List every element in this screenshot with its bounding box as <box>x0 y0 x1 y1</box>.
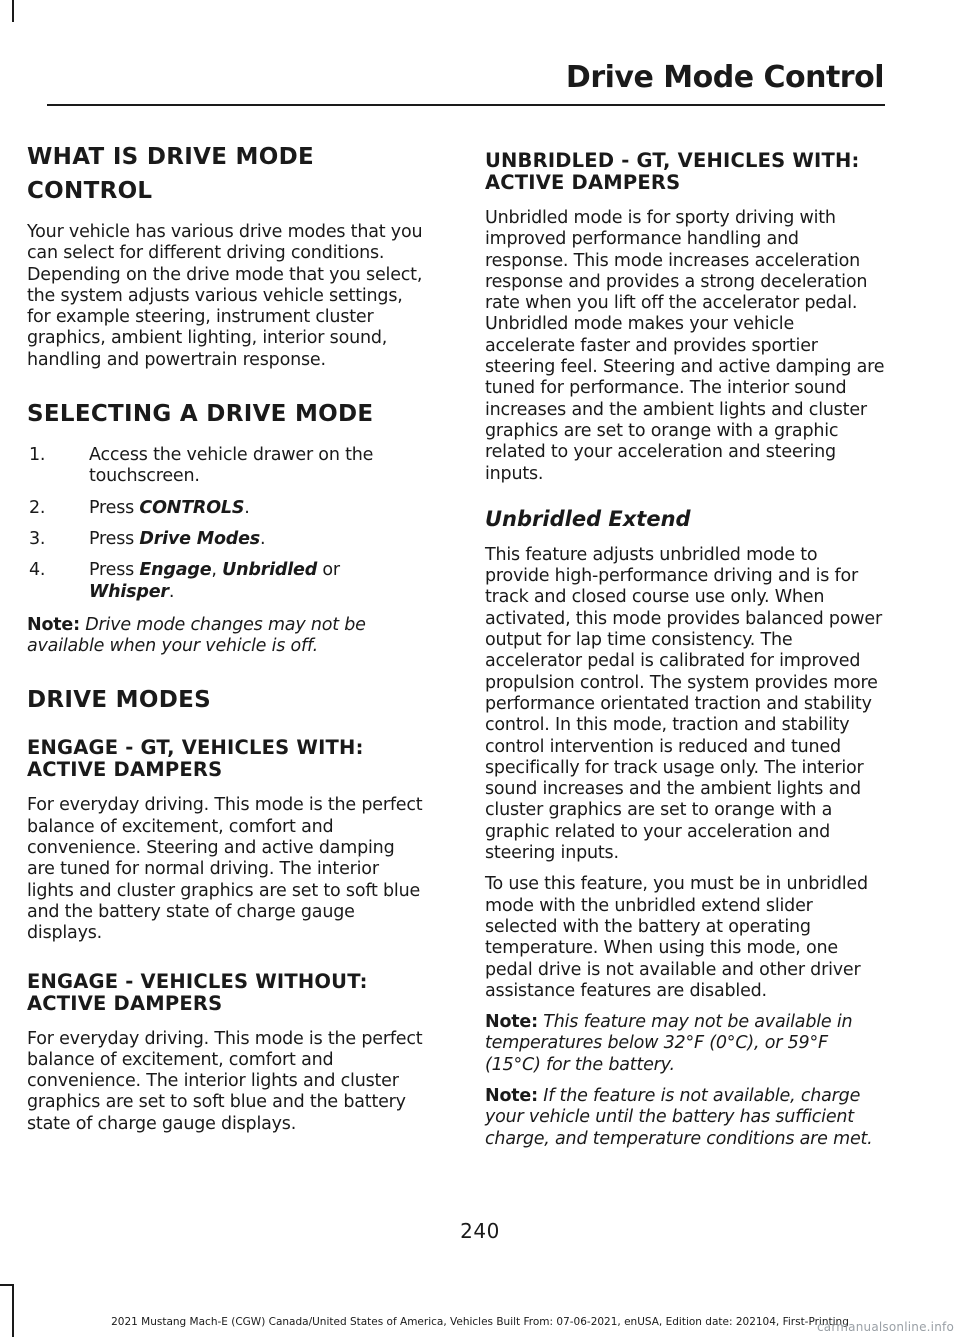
crop-mark-bottom-left <box>12 1284 14 1337</box>
section-title-line1: WHAT IS DRIVE MODE <box>27 144 314 170</box>
step-emphasis-drive-modes: Drive Modes <box>139 528 260 549</box>
step-item <box>27 560 427 603</box>
step-text: Press <box>89 560 140 581</box>
page-header-title: Drive Mode Control <box>565 60 884 95</box>
step-emphasis-controls: CONTROLS <box>139 497 245 518</box>
subsection-title-engage-gt: ENGAGE - GT, VEHICLES WITH: ACTIVE DAMPERS <box>27 736 364 782</box>
header-rule <box>47 104 885 106</box>
step-item <box>27 529 427 550</box>
unbridled-extend-paragraph-2: To use this feature, you must be in unbridled mode with the unbridled extend slider selected with the battery at operating temperature. When using this mode, one pedal drive is not available and other driver assistance features are disabled. <box>485 874 868 1001</box>
note-label: Note: <box>485 1085 538 1106</box>
intro-paragraph: Your vehicle has various drive modes that you can select for different driving conditions. Depending on the drive mode that you select, the system adjusts various vehicle settings, for example steering, instrument cluster graphics, ambient lighting, interior sound, handling and powertrain response. <box>27 222 423 370</box>
step-emphasis-unbridled: Unbridled <box>222 560 318 581</box>
crop-mark-bottom-left-h <box>0 1284 14 1286</box>
unbridled-paragraph: Unbridled mode is for sporty driving with improved performance handling and response. This mode increases acceleration response and provides a strong deceleration rate when you lift off the accelerator pedal. Unbridled mode makes your vehicle accelerate faster and provides sportier steering feel. Steering and active damping are tuned for performance. The interior sound increases and the ambient lights and cluster graphics are set to orange with a graphic related to your acceleration and steering inputs. <box>485 208 885 484</box>
step-number: 3. <box>29 528 46 549</box>
right-column <box>485 150 885 1160</box>
section-title-what-is <box>27 140 427 208</box>
step-item <box>27 445 427 488</box>
step-text: , <box>211 560 223 581</box>
subsection-title-unbridled-gt: UNBRIDLED - GT, VEHICLES WITH: ACTIVE DAMPERS <box>485 149 860 194</box>
note-paragraph <box>485 1012 885 1076</box>
watermark-link[interactable]: carmanualsonline.info <box>817 1320 954 1334</box>
engage-without-paragraph: For everyday driving. This mode is the perfect balance of excitement, comfort and convenience. The interior lights and cluster graphics are set to soft blue and the battery state of charge gauge displays. <box>27 1028 423 1134</box>
section-title-drive-modes: DRIVE MODES <box>27 687 211 714</box>
step-text: Access the vehicle drawer on the touchscreen. <box>89 445 374 487</box>
note-paragraph <box>485 1086 885 1150</box>
page-number: 240 <box>460 1219 500 1243</box>
note-text: If the feature is not available, charge your vehicle until the battery has sufficient charge, and temperature conditions are met. <box>485 1085 873 1149</box>
step-text: . <box>260 528 266 549</box>
steps-list <box>27 445 427 603</box>
subsection-title-engage-without: ENGAGE - VEHICLES WITHOUT: ACTIVE DAMPERS <box>27 969 368 1015</box>
step-text: Press <box>89 497 140 518</box>
step-emphasis-engage: Engage <box>139 560 212 581</box>
step-text: Press <box>89 528 140 549</box>
note-label: Note: <box>485 1012 538 1033</box>
left-column <box>27 140 427 1145</box>
note-text: This feature may not be available in temperatures below 32°F (0°C), or 59°F (15°C) for the battery. <box>485 1012 853 1075</box>
step-emphasis-whisper: Whisper <box>89 581 169 602</box>
step-text: . <box>168 581 175 602</box>
note-label: Note: <box>27 614 80 635</box>
step-text: . <box>244 497 250 518</box>
step-item <box>27 498 427 519</box>
note-paragraph <box>27 615 427 658</box>
section-title-selecting: SELECTING A DRIVE MODE <box>27 401 374 428</box>
footer-edition-info: 2021 Mustang Mach-E (CGW) Canada/United States of America, Vehicles Built From: 07-06-2021, enUSA, Edition date: 202104, First-Printing <box>111 1316 849 1328</box>
crop-mark-top-left <box>12 0 14 22</box>
step-number: 2. <box>29 497 46 518</box>
subsection-title-unbridled-extend: Unbridled Extend <box>485 506 691 531</box>
note-text: Drive mode changes may not be available when your vehicle is off. <box>27 614 366 657</box>
engage-gt-paragraph: For everyday driving. This mode is the perfect balance of excitement, comfort and convenience. Steering and active damping are tuned for normal driving. The interior lights and cluster graphics are set to soft blue and the battery state of charge gauge displays. <box>27 795 423 944</box>
step-number: 1. <box>29 445 46 466</box>
step-number: 4. <box>29 560 46 581</box>
unbridled-extend-paragraph-1: This feature adjusts unbridled mode to provide high-performance driving and is for track and closed course use only. When activated, this mode provides balanced power output for lap time consistency. The accelerator pedal is calibrated for improved propulsion control. The system provides more performance orientated traction and stability control. In this mode, traction and stability control intervention is reduced and tuned specifically for track usage only. The interior sound increases and the ambient lights and cluster graphics are set to orange with a graphic related to your acceleration and steering inputs. <box>485 544 882 864</box>
section-title-line2: CONTROL <box>27 178 153 204</box>
step-text: or <box>317 560 340 581</box>
